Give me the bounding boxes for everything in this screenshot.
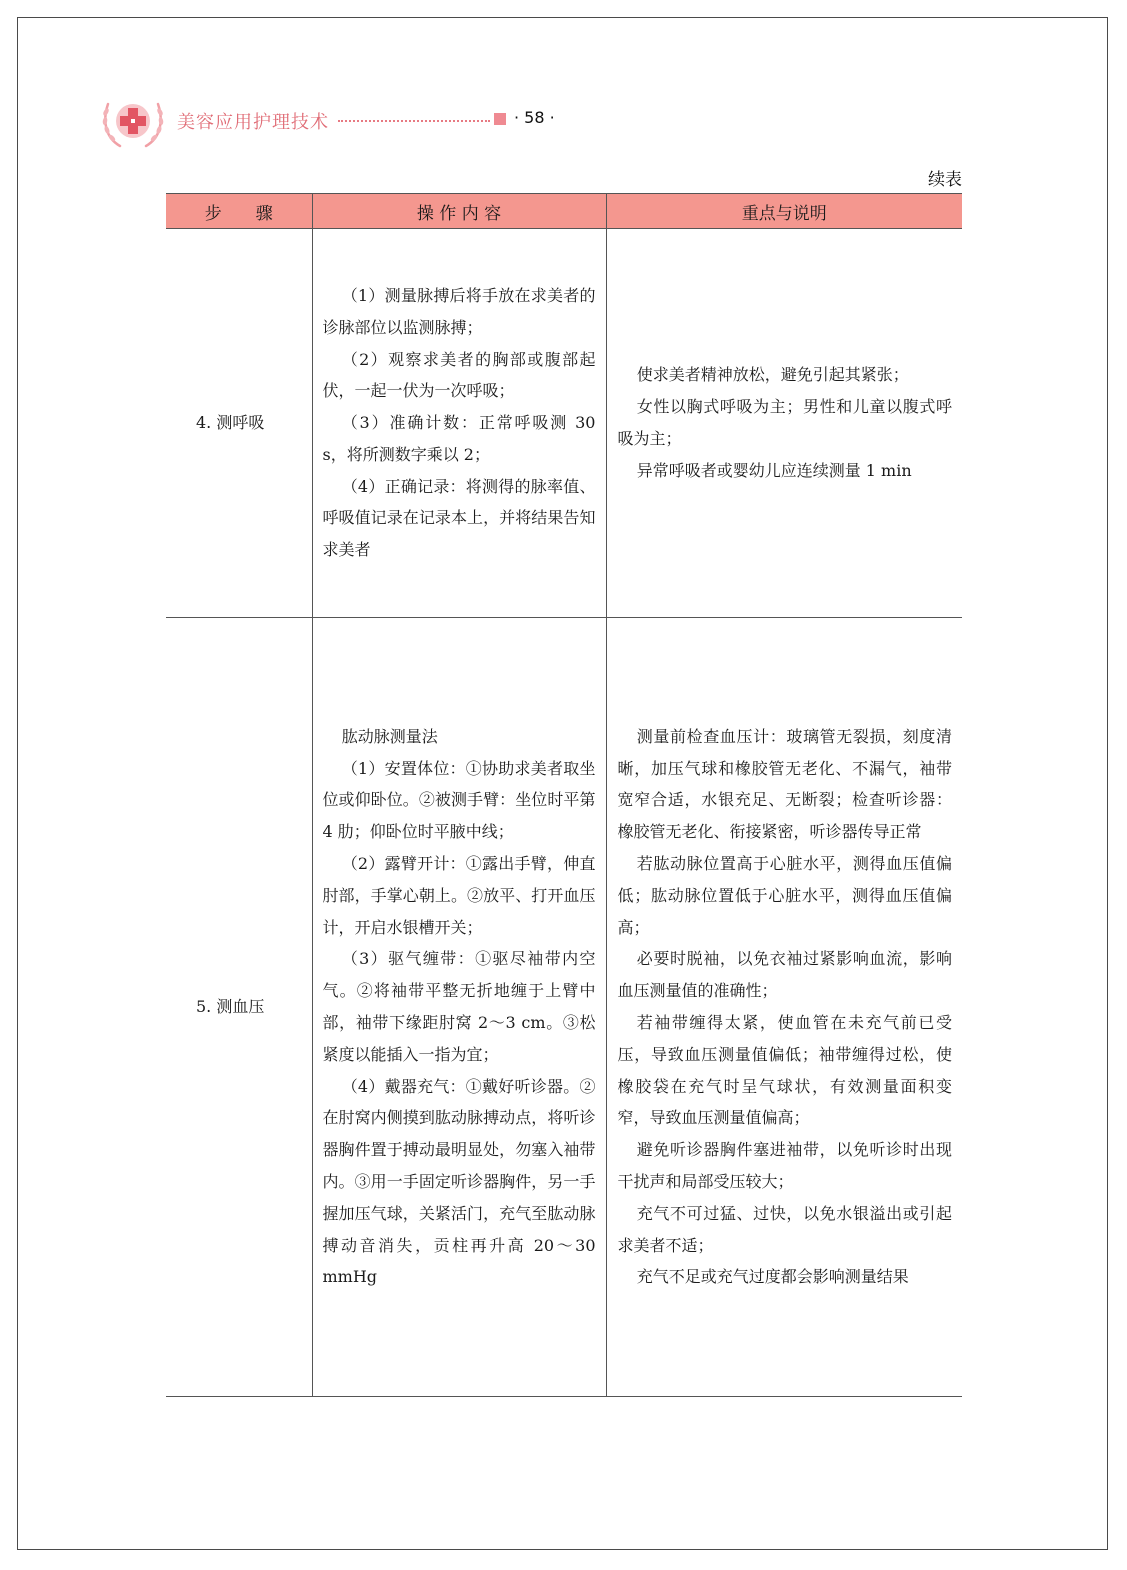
note-item: 必要时脱袖，以免衣袖过紧影响血流，影响血压测量值的准确性； xyxy=(617,949,952,1001)
operation-item: （2）观察求美者的胸部或腹部起伏，一起一伏为一次呼吸； xyxy=(322,349,596,401)
operation-item: （4）戴器充气：①戴好听诊器。②在肘窝内侧摸到肱动脉搏动点，将听诊器胸件置于搏动最明显处，勿塞入袖带内。③用一手固定听诊器胸件，另一手握加压气球，关紧活门，充气至肱动脉搏动音消失，贡柱再升高 20～30 mmHg xyxy=(322,1076,596,1287)
step-cell: 5. 测血压 xyxy=(166,618,312,1397)
operation-item: （3）准确计数：正常呼吸测 30 s，将所测数字乘以 2； xyxy=(322,413,596,464)
operation-item: （4）正确记录：将测得的脉率值、呼吸值记录在记录本上，并将结果告知求美者 xyxy=(322,476,596,560)
operation-item: （2）露臂开计：①露出手臂，伸直肘部，手掌心朝上。②放平、打开血压计，开启水银槽开关； xyxy=(322,854,596,937)
note-item: 测量前检查血压计：玻璃管无裂损，刻度清晰，加压气球和橡胶管无老化、不漏气，袖带宽窄合适，水银充足、无断裂；检查听诊器：橡胶管无老化、衔接紧密，听诊器传导正常 xyxy=(617,726,952,842)
procedure-table xyxy=(166,193,962,1397)
continued-label: 续表 xyxy=(928,170,962,190)
table-row xyxy=(166,618,962,1397)
note-item: 若肱动脉位置高于心脏水平，测得血压值偏低；肱动脉位置低于心脏水平，测得血压值偏高； xyxy=(617,854,952,937)
table-header-row xyxy=(166,194,962,229)
operation-heading: 肱动脉测量法 xyxy=(341,726,438,746)
note-item: 使求美者精神放松，避免引起其紧张； xyxy=(636,365,909,385)
header-notes: 重点与说明 xyxy=(606,194,962,229)
header-operation: 操 作 内 容 xyxy=(312,194,606,229)
note-item: 女性以胸式呼吸为主；男性和儿童以腹式呼吸为主； xyxy=(617,397,952,448)
step-cell: 4. 测呼吸 xyxy=(166,229,312,618)
header-square-marker xyxy=(494,113,506,125)
notes-cell xyxy=(606,229,962,618)
table-row xyxy=(166,229,962,618)
note-item: 若袖带缠得太紧，使血管在未充气前已受压，导致血压测量值偏低；袖带缠得过松，使橡胶袋在充气时呈气球状，有效测量面积变窄，导致血压测量值偏高； xyxy=(617,1013,952,1128)
note-item: 异常呼吸者或婴幼儿应连续测量 1 min xyxy=(636,460,912,480)
operation-item: （1）安置体位：①协助求美者取坐位或仰卧位。②被测手臂：坐位时平第 4 肋；仰卧位时平腋中线； xyxy=(322,758,596,842)
header-dotted-leader xyxy=(338,120,490,122)
note-item: 避免听诊器胸件塞进袖带，以免听诊时出现干扰声和局部受压较大； xyxy=(617,1140,952,1191)
note-item: 充气不足或充气过度都会影响测量结果 xyxy=(636,1267,909,1287)
operation-cell xyxy=(312,618,606,1397)
operation-item: （3）驱气缠带：①驱尽袖带内空气。②将袖带平整无折地缠于上臂中部，袖带下缘距肘窝 2～3 cm。③松紧度以能插入一指为宜； xyxy=(322,949,596,1064)
operation-item: （1）测量脉搏后将手放在求美者的诊脉部位以监测脉搏； xyxy=(322,285,596,337)
page-number: · 58 · xyxy=(514,108,555,127)
book-title: 美容应用护理技术 xyxy=(177,112,329,133)
note-item: 充气不可过猛、过快，以免水银溢出或引起求美者不适； xyxy=(617,1203,952,1255)
header-step: 步 骤 xyxy=(166,194,312,229)
operation-cell xyxy=(312,229,606,618)
medical-cross-laurel-logo xyxy=(100,88,166,154)
notes-cell xyxy=(606,618,962,1397)
